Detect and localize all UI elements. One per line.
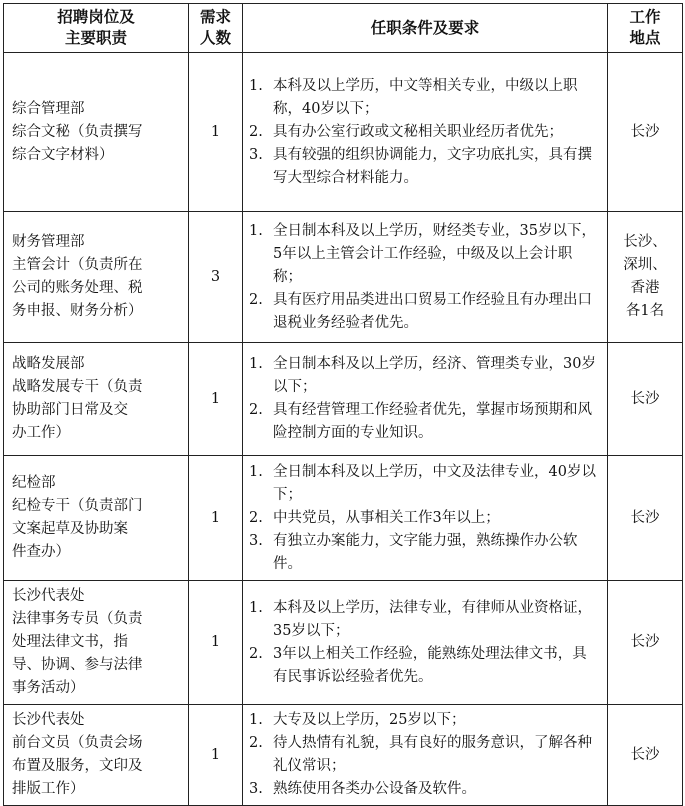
requirement-text: 有独立办案能力，文字能力强，熟练操作办公软件。 — [273, 532, 578, 572]
location-cell — [608, 456, 683, 581]
position-text-line: 布置及服务，文印及 — [12, 758, 143, 774]
location-text-line: 长沙 — [630, 390, 660, 407]
position-text-line: 文案起草及协助案 — [12, 521, 128, 537]
requirement-text: 本科及以上学历，中文等相关专业，中级以上职称，40岁以下； — [273, 77, 578, 117]
position-text-line: 法律事务专员（负责 — [12, 611, 143, 627]
requirement-item — [249, 289, 599, 335]
requirement-number: 3. — [249, 781, 263, 797]
requirement-number: 2. — [249, 645, 263, 662]
requirement-number: 1. — [249, 77, 263, 94]
requirement-text: 具有较强的组织协调能力，文字功底扎实，具有撰写大型综合材料能力。 — [273, 146, 592, 186]
headcount-cell: 1 — [189, 343, 243, 456]
requirement-text: 全日制本科及以上学历，经济、管理类专业，30岁以下； — [273, 356, 596, 395]
position-text-line: 长沙代表处 — [12, 712, 85, 728]
requirement-item — [249, 144, 599, 190]
position-text-line: 综合文秘（负责撰写 — [12, 123, 143, 140]
position-text-line: 排版工作） — [12, 781, 85, 797]
position-text-line: 综合管理部 — [12, 100, 85, 117]
requirement-item — [249, 507, 599, 530]
requirement-item — [249, 75, 599, 121]
location-text-line: 香港 — [630, 280, 660, 296]
headcount-cell: 1 — [189, 53, 243, 212]
requirement-text: 全日制本科及以上学历，财经类专业，35岁以下，5年以上主管会计工作经验，中级及以上会计职称； — [273, 222, 596, 285]
requirement-text: 具有经营管理工作经验者优先，掌握市场预期和风险控制方面的专业知识。 — [273, 402, 592, 441]
position-text-line: 纪检专干（负责部门 — [12, 498, 143, 514]
requirements-cell — [243, 581, 608, 705]
position-text-line: 公司的账务处理、税 — [12, 280, 143, 296]
header-location-line: 工作 — [629, 8, 661, 26]
requirement-item — [249, 778, 599, 801]
location-cell — [608, 581, 683, 705]
requirement-text: 具有医疗用品类进出口贸易工作经验且有办理出口退税业务经验者优先。 — [273, 291, 592, 331]
header-count-line: 需求 — [199, 8, 231, 26]
header-position — [4, 4, 189, 53]
requirement-item — [249, 220, 599, 289]
requirement-number: 2. — [249, 509, 263, 526]
location-text-line: 各1名 — [625, 303, 665, 319]
requirements-cell — [243, 343, 608, 456]
requirement-number: 1. — [249, 599, 263, 616]
location-text-line: 深圳、 — [623, 257, 667, 273]
requirement-item — [249, 353, 599, 399]
table-row — [4, 212, 683, 343]
requirement-text: 本科及以上学历，法律专业，有律师从业资格证，35岁以下； — [273, 599, 592, 639]
requirements-cell — [243, 212, 608, 343]
requirement-item — [249, 121, 599, 144]
requirements-cell — [243, 456, 608, 581]
table-header-row — [4, 4, 683, 53]
requirement-text: 熟练使用各类办公设备及软件。 — [273, 781, 476, 797]
headcount-cell: 3 — [189, 212, 243, 343]
position-cell — [4, 53, 189, 212]
position-cell — [4, 212, 189, 343]
table-row — [4, 581, 683, 705]
header-requirements: 任职条件及要求 — [243, 4, 608, 53]
position-cell — [4, 343, 189, 456]
requirement-number: 3. — [249, 146, 263, 163]
requirement-item — [249, 709, 599, 732]
position-text-line: 财务管理部 — [12, 234, 85, 250]
requirements-cell — [243, 705, 608, 806]
position-text-line: 事务活动） — [12, 680, 85, 696]
table-row — [4, 343, 683, 456]
requirement-item — [249, 399, 599, 445]
requirement-text: 全日制本科及以上学历，中文及法律专业，40岁以下； — [273, 463, 596, 503]
requirement-text: 具有办公室行政或文秘相关职业经历者优先； — [273, 123, 563, 140]
location-cell — [608, 53, 683, 212]
headcount-cell: 1 — [189, 705, 243, 806]
position-text-line: 主管会计（负责所在 — [12, 257, 143, 273]
position-cell — [4, 581, 189, 705]
requirement-item — [249, 530, 599, 576]
header-position-line: 招聘岗位及 — [57, 8, 135, 26]
header-position-line: 主要职责 — [64, 29, 127, 47]
requirement-item — [249, 643, 599, 689]
requirement-text: 中共党员，从事相关工作3年以上； — [273, 509, 500, 526]
requirement-item — [249, 461, 599, 507]
requirement-number: 1. — [249, 712, 263, 728]
table-row — [4, 53, 683, 212]
location-text-line: 长沙 — [630, 123, 660, 140]
position-text-line: 战略发展部 — [12, 356, 85, 372]
requirement-number: 2. — [249, 735, 263, 751]
position-text-line: 协助部门日常及交 — [12, 402, 128, 418]
headcount-cell: 1 — [189, 581, 243, 705]
requirement-item — [249, 732, 599, 778]
requirement-number: 1. — [249, 356, 263, 372]
location-text-line: 长沙 — [630, 746, 660, 763]
requirement-item — [249, 597, 599, 643]
requirement-text: 3年以上相关工作经验，能熟练处理法律文书，具有民事诉讼经验者优先。 — [273, 645, 587, 685]
location-cell — [608, 705, 683, 806]
location-cell — [608, 212, 683, 343]
requirement-number: 1. — [249, 222, 263, 239]
header-location-line: 地点 — [629, 29, 661, 47]
requirement-text: 大专及以上学历，25岁以下； — [273, 712, 466, 728]
position-text-line: 件查办） — [12, 544, 70, 560]
requirement-number: 3. — [249, 532, 263, 549]
table-row — [4, 705, 683, 806]
position-text-line: 导、协调、参与法律 — [12, 657, 143, 673]
location-cell — [608, 343, 683, 456]
header-location — [608, 4, 683, 53]
headcount-cell: 1 — [189, 456, 243, 581]
header-count-line: 人数 — [199, 29, 231, 47]
position-text-line: 长沙代表处 — [12, 588, 85, 604]
location-text-line: 长沙 — [630, 634, 660, 650]
table-row — [4, 456, 683, 581]
requirement-number: 1. — [249, 463, 263, 480]
position-text-line: 处理法律文书，指 — [12, 634, 128, 650]
requirements-cell — [243, 53, 608, 212]
position-text-line: 战略发展专干（负责 — [12, 379, 143, 395]
requirement-text: 待人热情有礼貌，具有良好的服务意识，了解各种礼仪常识； — [273, 735, 592, 774]
position-cell — [4, 456, 189, 581]
requirement-number: 2. — [249, 402, 263, 418]
requirement-number: 2. — [249, 123, 263, 140]
position-text-line: 纪检部 — [12, 475, 56, 491]
header-count — [189, 4, 243, 53]
position-text-line: 前台文员（负责会场 — [12, 735, 143, 751]
position-text-line: 务申报、财务分析） — [12, 303, 143, 319]
requirement-number: 2. — [249, 291, 263, 308]
position-cell — [4, 705, 189, 806]
position-text-line: 综合文字材料） — [12, 146, 114, 163]
location-text-line: 长沙 — [630, 509, 660, 526]
location-text-line: 长沙、 — [623, 234, 667, 250]
position-text-line: 办工作） — [12, 425, 70, 441]
recruitment-table — [3, 3, 683, 806]
